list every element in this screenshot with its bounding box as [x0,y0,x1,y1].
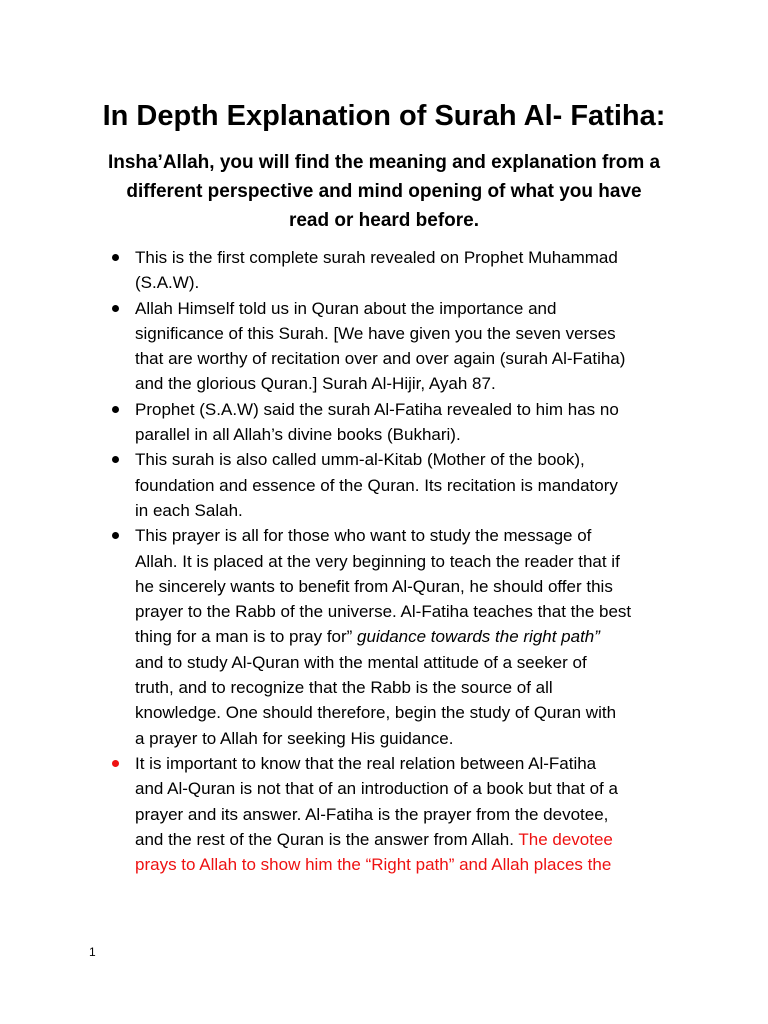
bullet-dot-icon [112,760,119,767]
bullet-line: (S.A.W). [135,273,200,293]
bullet-dot-icon [112,254,119,261]
subtitle-line: read or heard before. [288,210,480,231]
bullet-line: and to study Al-Quran with the mental attitude of a seeker of [135,652,587,672]
bullet-dot-icon [112,532,119,539]
bullet-line: It is important to know that the real relation between Al-Fatiha [135,753,597,773]
bullet-dot-icon [112,456,119,463]
subtitle-line: Insha’Allah, you will find the meaning and explanation from a [107,152,661,173]
bullet-line: parallel in all Allah’s divine books (Bukhari). [135,425,461,445]
bullet-line: truth, and to recognize that the Rabb is the source of all [135,678,553,698]
bullet-text: thing for a man is to pray for” [135,627,353,647]
bullet-line: and Al-Quran is not that of an introduction of a book but that of a [135,779,618,799]
bullet-list [0,245,768,877]
document-title: In Depth Explanation of Surah Al- Fatiha: [102,100,666,132]
bullet-item [0,245,768,296]
subtitle-line: different perspective and mind opening of what you have [126,181,642,202]
bullet-line: This surah is also called umm-al-Kitab (Mother of the book), [135,450,585,470]
highlighted-text: The devotee [513,829,613,849]
bullet-line: knowledge. One should therefore, begin the study of Quran with [135,703,617,723]
bullet-line: he sincerely wants to benefit from Al-Quran, he should offer this [135,576,613,596]
bullet-line: Prophet (S.A.W) said the surah Al-Fatiha revealed to him has no [135,399,619,419]
bullet-line: Allah. It is placed at the very beginning to teach the reader that if [135,551,620,571]
bullet-item [0,751,768,877]
bullet-line: foundation and essence of the Quran. Its recitation is mandatory [135,475,618,495]
bullet-dot-icon [112,406,119,413]
bullet-line: This prayer is all for those who want to study the message of [135,526,592,546]
bullet-line: that are worthy of recitation over and over again (surah Al-Fatiha) [135,349,626,369]
bullet-line: in each Salah. [135,500,243,520]
bullet-item [0,397,768,448]
bullet-line: prayer to the Rabb of the universe. Al-Fatiha teaches that the best [135,602,632,622]
emphasized-text: guidance towards the right path” [352,627,600,647]
page-number: 1 [89,945,96,959]
bullet-item [0,296,768,397]
bullet-line: significance of this Surah. [We have given you the seven verses [135,323,616,343]
bullet-line: Allah Himself told us in Quran about the importance and [135,298,557,318]
bullet-text: and the rest of the Quran is the answer from Allah. [135,829,514,849]
bullet-line: prayer and its answer. Al-Fatiha is the prayer from the devotee, [135,804,609,824]
bullet-dot-icon [112,305,119,312]
bullet-line: and the glorious Quran.] Surah Al-Hijir, Ayah 87. [135,374,496,394]
highlighted-line: prays to Allah to show him the “Right path” and Allah places the [135,855,612,875]
bullet-line: a prayer to Allah for seeking His guidance. [135,728,454,748]
bullet-line: This is the first complete surah revealed on Prophet Muhammad [135,248,618,267]
bullet-item [0,447,768,523]
document-subtitle [100,148,668,235]
bullet-line-mixed [135,624,768,649]
bullet-line-mixed [135,827,768,852]
bullet-item [0,523,768,751]
